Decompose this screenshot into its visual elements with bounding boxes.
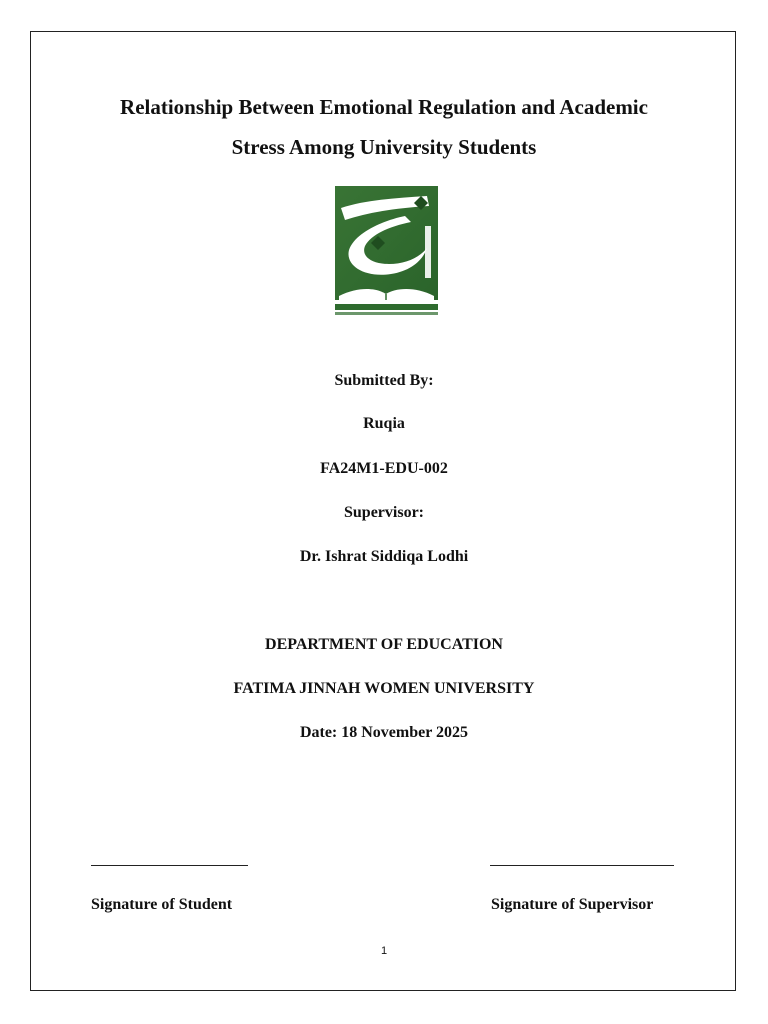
supervisor-signature-label: Signature of Supervisor: [491, 896, 654, 913]
title-line-2: Stress Among University Students: [231, 135, 537, 159]
department-name: DEPARTMENT OF EDUCATION: [265, 636, 503, 653]
student-signature-line: [91, 865, 248, 866]
submission-date: Date: 18 November 2025: [299, 724, 469, 741]
supervisor-signature-line: [490, 865, 674, 866]
university-crest-logo: [335, 186, 438, 318]
student-signature-label: Signature of Student: [91, 896, 233, 913]
student-id: FA24M1-EDU-002: [320, 460, 448, 477]
university-name: FATIMA JINNAH WOMEN UNIVERSITY: [233, 680, 535, 697]
student-name: Ruqia: [363, 415, 405, 432]
title-line-1: Relationship Between Emotional Regulation and Academic: [120, 95, 648, 119]
supervisor-label: Supervisor:: [344, 504, 424, 521]
document-title: [60, 87, 708, 167]
page-number: 1: [380, 945, 388, 957]
submitted-by-label: Submitted By:: [334, 372, 434, 389]
supervisor-name: Dr. Ishrat Siddiqa Lodhi: [299, 548, 469, 565]
